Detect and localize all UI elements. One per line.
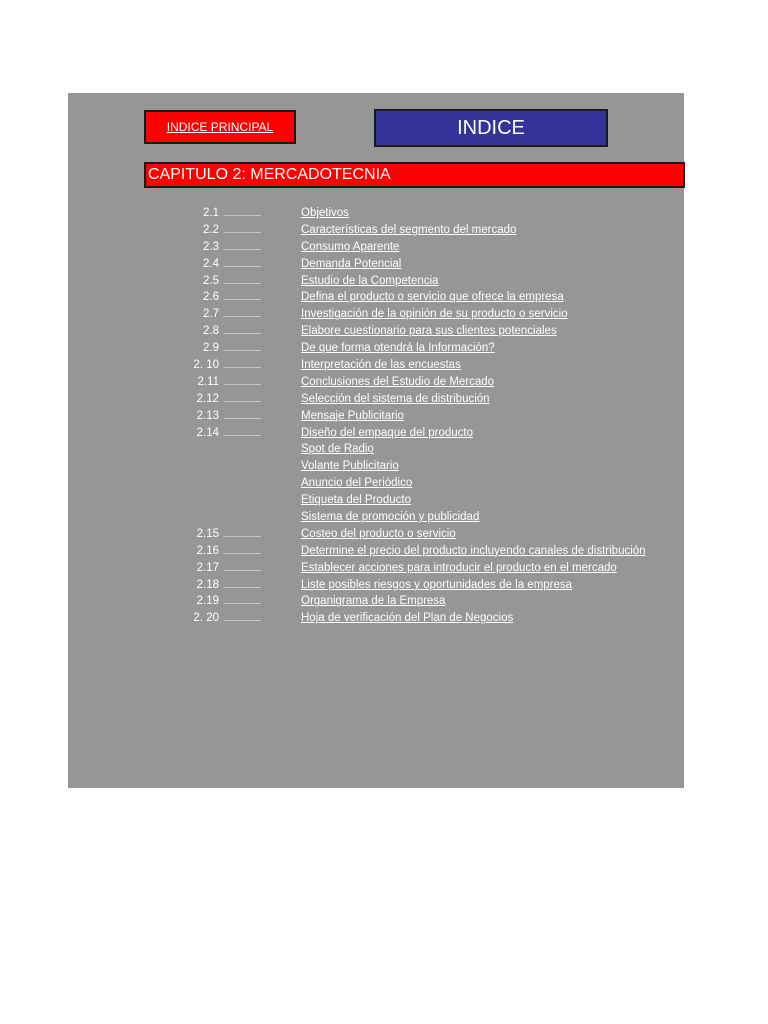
toc-section-number: 2.4	[203, 257, 219, 270]
toc-link[interactable]: Etiqueta del Producto	[301, 494, 411, 507]
toc-link[interactable]: Anuncio del Periódico	[301, 477, 413, 490]
toc-row	[68, 425, 684, 442]
toc-section-number: 2. 10	[193, 359, 219, 372]
toc-leader-dots: ...................	[223, 292, 262, 303]
toc-link[interactable]: Costeo del producto o servicio	[301, 527, 456, 540]
toc-link[interactable]: Consumo Aparente	[301, 240, 400, 253]
toc-leader-dots: ...................	[223, 528, 262, 539]
toc-leader-dots: ...................	[223, 343, 262, 354]
toc-link[interactable]: Volante Publicitario	[301, 460, 399, 473]
toc-row	[68, 256, 684, 273]
toc-row	[68, 475, 684, 492]
toc-link[interactable]: De que forma otendrá la Información?	[301, 342, 495, 355]
toc-leader-dots: ...................	[223, 208, 262, 218]
toc-section-number: 2.6	[203, 291, 219, 304]
toc-link[interactable]: Diseño del empaque del producto	[301, 426, 473, 439]
toc-section-number: 2.13	[196, 409, 219, 422]
toc-link[interactable]: Investigación de la opinión de su producto o servicio	[301, 308, 568, 321]
toc-row	[68, 306, 684, 323]
toc-row	[68, 543, 684, 560]
toc-leader-dots: ...................	[223, 596, 262, 607]
toc-row	[68, 273, 684, 290]
toc-link[interactable]: Selección del sistema de distribución	[301, 392, 490, 405]
toc-row	[68, 205, 684, 222]
toc-section-number: 2.14	[196, 426, 219, 439]
toc-row	[68, 374, 684, 391]
toc-section-number: 2.2	[203, 223, 219, 236]
toc-row	[68, 391, 684, 408]
index-sheet	[68, 93, 684, 788]
toc-section-number: 2.9	[203, 342, 219, 355]
toc-leader-dots: ...................	[223, 579, 262, 590]
page-title: INDICE	[374, 109, 608, 147]
toc-link[interactable]: Interpretación de las encuestas	[301, 359, 461, 372]
toc-section-number: 2.19	[196, 595, 219, 608]
toc-row	[68, 222, 684, 239]
toc-section-number: 2.1	[203, 207, 219, 219]
table-of-contents	[68, 205, 684, 627]
toc-leader-dots: ...................	[223, 427, 262, 438]
toc-link[interactable]: Establecer acciones para introducir el producto en el mercado	[301, 561, 617, 574]
toc-row	[68, 408, 684, 425]
toc-row	[68, 526, 684, 543]
toc-leader-dots: ...................	[223, 275, 262, 286]
toc-section-number: 2.18	[196, 578, 219, 591]
toc-row	[68, 492, 684, 509]
toc-leader-dots: ...................	[223, 562, 262, 573]
toc-row	[68, 441, 684, 458]
toc-section-number: 2.8	[203, 325, 219, 338]
toc-link[interactable]: Defina el producto o servicio que ofrece la empresa	[301, 291, 564, 304]
chapter-title: CAPITULO 2: MERCADOTECNIA	[144, 162, 685, 188]
toc-link[interactable]: Determine el precio del producto incluyendo canales de distribución	[301, 544, 646, 557]
toc-leader-dots: ...................	[223, 258, 262, 269]
toc-section-number: 2.7	[203, 308, 219, 321]
toc-section-number: 2.12	[196, 392, 219, 405]
toc-row	[68, 340, 684, 357]
toc-leader-dots: ...................	[223, 241, 262, 252]
toc-leader-dots: ...................	[223, 376, 262, 387]
toc-link[interactable]: Spot de Radio	[301, 443, 374, 456]
toc-row	[68, 357, 684, 374]
toc-leader-dots: ...................	[223, 360, 262, 371]
toc-row	[68, 509, 684, 526]
toc-section-number: 2. 20	[193, 612, 219, 625]
toc-link[interactable]: Objetivos	[301, 207, 349, 219]
toc-section-number: 2.11	[197, 375, 219, 388]
toc-section-number: 2.16	[196, 544, 219, 557]
toc-link[interactable]: Demanda Potencial	[301, 257, 402, 270]
toc-section-number: 2.17	[196, 561, 219, 574]
toc-link[interactable]: Liste posibles riesgos y oportunidades de la empresa	[301, 578, 573, 591]
toc-link[interactable]: Hoja de verificación del Plan de Negocios	[301, 612, 514, 625]
toc-row	[68, 577, 684, 594]
toc-leader-dots: ...................	[223, 309, 262, 320]
toc-link[interactable]: Características del segmento del mercado	[301, 223, 517, 236]
toc-link[interactable]: Conclusiones del Estudio de Mercado	[301, 375, 495, 388]
toc-leader-dots: ...................	[223, 613, 262, 624]
toc-row	[68, 593, 684, 610]
indice-principal-button[interactable]: INDICE PRINCIPAL	[144, 110, 296, 144]
toc-section-number: 2.15	[196, 527, 219, 540]
toc-row	[68, 289, 684, 306]
toc-section-number: 2.5	[203, 274, 219, 287]
toc-link[interactable]: Elabore cuestionario para sus clientes potenciales	[301, 325, 557, 338]
toc-link[interactable]: Organigrama de la Empresa	[301, 595, 446, 608]
toc-row	[68, 323, 684, 340]
toc-leader-dots: ...................	[223, 326, 262, 337]
toc-row	[68, 239, 684, 256]
toc-row	[68, 560, 684, 577]
toc-link[interactable]: Mensaje Publicitario	[301, 409, 404, 422]
toc-link[interactable]: Estudio de la Competencia	[301, 274, 439, 287]
toc-section-number: 2.3	[203, 240, 219, 253]
toc-row	[68, 458, 684, 475]
toc-link[interactable]: Sistema de promoción y publicidad	[301, 511, 480, 524]
toc-leader-dots: ...................	[223, 545, 262, 556]
toc-leader-dots: ...................	[223, 410, 262, 421]
toc-leader-dots: ...................	[223, 393, 262, 404]
toc-row	[68, 610, 684, 627]
toc-leader-dots: ...................	[223, 224, 262, 235]
